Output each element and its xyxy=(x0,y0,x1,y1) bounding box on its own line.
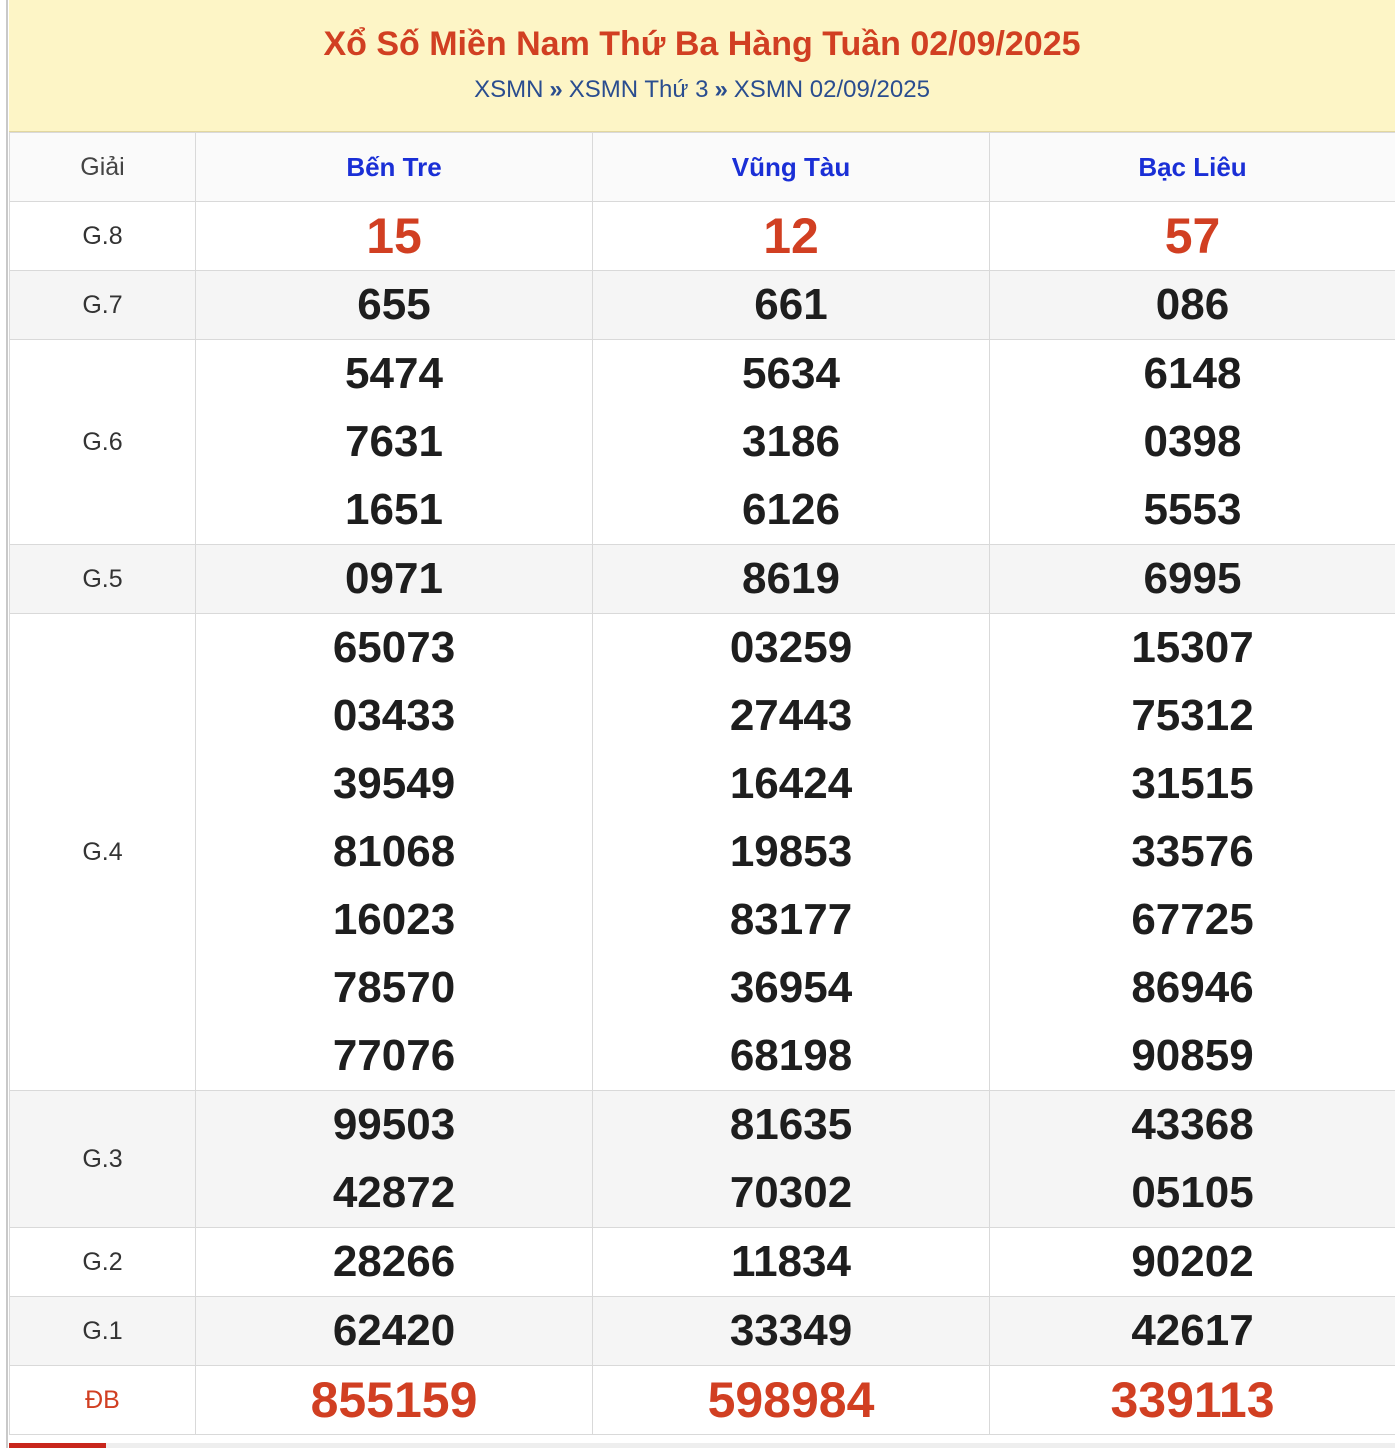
result-cell xyxy=(990,1228,1395,1297)
result-cell xyxy=(990,1366,1395,1435)
lottery-number: 8619 xyxy=(742,554,840,603)
result-cell xyxy=(593,1091,990,1228)
lottery-number: 12 xyxy=(763,208,819,264)
lottery-number: 68198 xyxy=(729,1031,853,1080)
result-cell xyxy=(196,1366,593,1435)
result-cell xyxy=(990,614,1395,1091)
result-cell xyxy=(593,340,990,545)
lottery-number: 27443 xyxy=(729,691,853,740)
table-header-row xyxy=(10,133,1395,202)
lottery-number: 339113 xyxy=(1110,1372,1275,1428)
table-row xyxy=(10,202,1395,271)
breadcrumb-separator: » xyxy=(714,76,728,103)
lottery-number: 086 xyxy=(1155,280,1230,329)
lottery-number: 6995 xyxy=(1143,554,1242,603)
lottery-number: 6148 xyxy=(1143,349,1242,398)
lottery-number: 33576 xyxy=(1131,827,1254,876)
result-cell xyxy=(990,202,1395,271)
prize-label: G.3 xyxy=(10,1091,196,1228)
lottery-number: 855159 xyxy=(310,1372,478,1428)
window-edge xyxy=(0,0,8,1448)
result-cell xyxy=(990,1297,1395,1366)
lottery-number: 655 xyxy=(357,280,431,329)
lottery-number: 661 xyxy=(754,280,828,329)
lottery-number: 43368 xyxy=(1131,1100,1254,1149)
lottery-number: 99503 xyxy=(332,1100,456,1149)
bottom-tab-strip xyxy=(9,1443,1395,1448)
lottery-number: 86946 xyxy=(1131,963,1254,1012)
lottery-number: 42872 xyxy=(332,1168,456,1217)
prize-label: G.4 xyxy=(10,614,196,1091)
result-cell xyxy=(990,271,1395,340)
lottery-number: 62420 xyxy=(332,1306,456,1355)
lottery-number: 15 xyxy=(366,208,422,264)
breadcrumb-separator: » xyxy=(549,76,563,103)
table-row xyxy=(10,1091,1395,1228)
active-tab-indicator xyxy=(9,1443,106,1448)
lottery-number: 03259 xyxy=(729,623,853,672)
lottery-number: 90859 xyxy=(1131,1031,1254,1080)
lottery-number: 67725 xyxy=(1131,895,1254,944)
results-panel xyxy=(9,0,1395,1435)
table-row xyxy=(10,340,1395,545)
lottery-number: 19853 xyxy=(729,827,853,876)
prize-label: ĐB xyxy=(10,1366,196,1435)
lottery-number: 598984 xyxy=(707,1372,875,1428)
table-row xyxy=(10,1366,1395,1435)
table-row xyxy=(10,614,1395,1091)
prize-label: G.2 xyxy=(10,1228,196,1297)
lottery-number: 5553 xyxy=(1143,485,1242,534)
lottery-number: 77076 xyxy=(332,1031,456,1080)
result-cell xyxy=(196,202,593,271)
column-header-province[interactable]: Bạc Liêu xyxy=(990,133,1395,202)
results-table xyxy=(9,132,1395,1435)
lottery-number: 0398 xyxy=(1143,417,1242,466)
lottery-number: 1651 xyxy=(345,485,443,534)
result-cell xyxy=(196,545,593,614)
lottery-number: 65073 xyxy=(332,623,456,672)
column-header-province[interactable]: Vũng Tàu xyxy=(593,133,990,202)
lottery-number: 0971 xyxy=(345,554,443,603)
lottery-number: 7631 xyxy=(345,417,443,466)
prize-label: G.5 xyxy=(10,545,196,614)
table-row xyxy=(10,271,1395,340)
lottery-number: 81635 xyxy=(729,1100,853,1149)
result-cell xyxy=(196,614,593,1091)
lottery-number: 36954 xyxy=(729,963,853,1012)
result-cell xyxy=(990,1091,1395,1228)
lottery-number: 16424 xyxy=(729,759,853,808)
lottery-number: 39549 xyxy=(332,759,456,808)
result-cell xyxy=(196,1091,593,1228)
lottery-number: 05105 xyxy=(1131,1168,1254,1217)
table-row xyxy=(10,1228,1395,1297)
lottery-number: 83177 xyxy=(729,895,853,944)
result-cell xyxy=(593,1366,990,1435)
lottery-number: 03433 xyxy=(332,691,456,740)
table-row xyxy=(10,1297,1395,1366)
result-cell xyxy=(196,340,593,545)
result-cell xyxy=(593,202,990,271)
result-cell xyxy=(990,340,1395,545)
results-header xyxy=(9,0,1395,132)
prize-label: G.6 xyxy=(10,340,196,545)
result-cell xyxy=(196,271,593,340)
breadcrumb xyxy=(9,75,1395,105)
result-cell xyxy=(196,1297,593,1366)
lottery-number: 28266 xyxy=(332,1237,456,1286)
table-row xyxy=(10,545,1395,614)
lottery-number: 3186 xyxy=(742,417,840,466)
lottery-number: 57 xyxy=(1164,208,1221,264)
lottery-number: 6126 xyxy=(742,485,840,534)
breadcrumb-link-xsmn[interactable]: XSMN xyxy=(474,76,544,103)
result-cell xyxy=(593,271,990,340)
prize-label: G.7 xyxy=(10,271,196,340)
prize-label: G.8 xyxy=(10,202,196,271)
lottery-number: 78570 xyxy=(332,963,456,1012)
lottery-number: 33349 xyxy=(729,1306,853,1355)
lottery-number: 70302 xyxy=(729,1168,853,1217)
lottery-number: 11834 xyxy=(731,1237,851,1286)
breadcrumb-link-xsmn-date[interactable]: XSMN 02/09/2025 xyxy=(733,76,930,103)
lottery-number: 5474 xyxy=(345,349,443,398)
lottery-number: 5634 xyxy=(742,349,840,398)
page-title: Xổ Số Miền Nam Thứ Ba Hàng Tuần 02/09/2025 xyxy=(323,25,1081,63)
result-cell xyxy=(593,1297,990,1366)
lottery-number: 75312 xyxy=(1131,691,1254,740)
lottery-number: 90202 xyxy=(1131,1237,1254,1286)
breadcrumb-link-xsmn-thu-3[interactable]: XSMN Thứ 3 xyxy=(568,76,709,103)
result-cell xyxy=(593,1228,990,1297)
lottery-number: 42617 xyxy=(1131,1306,1254,1355)
column-header-province[interactable]: Bến Tre xyxy=(196,133,593,202)
lottery-number: 15307 xyxy=(1131,623,1254,672)
result-cell xyxy=(593,545,990,614)
result-cell xyxy=(990,545,1395,614)
result-cell xyxy=(196,1228,593,1297)
prize-label: G.1 xyxy=(10,1297,196,1366)
lottery-number: 31515 xyxy=(1131,759,1254,808)
result-cell xyxy=(593,614,990,1091)
lottery-number: 81068 xyxy=(332,827,456,876)
lottery-number: 16023 xyxy=(332,895,456,944)
column-header-prize: Giải xyxy=(10,133,196,202)
